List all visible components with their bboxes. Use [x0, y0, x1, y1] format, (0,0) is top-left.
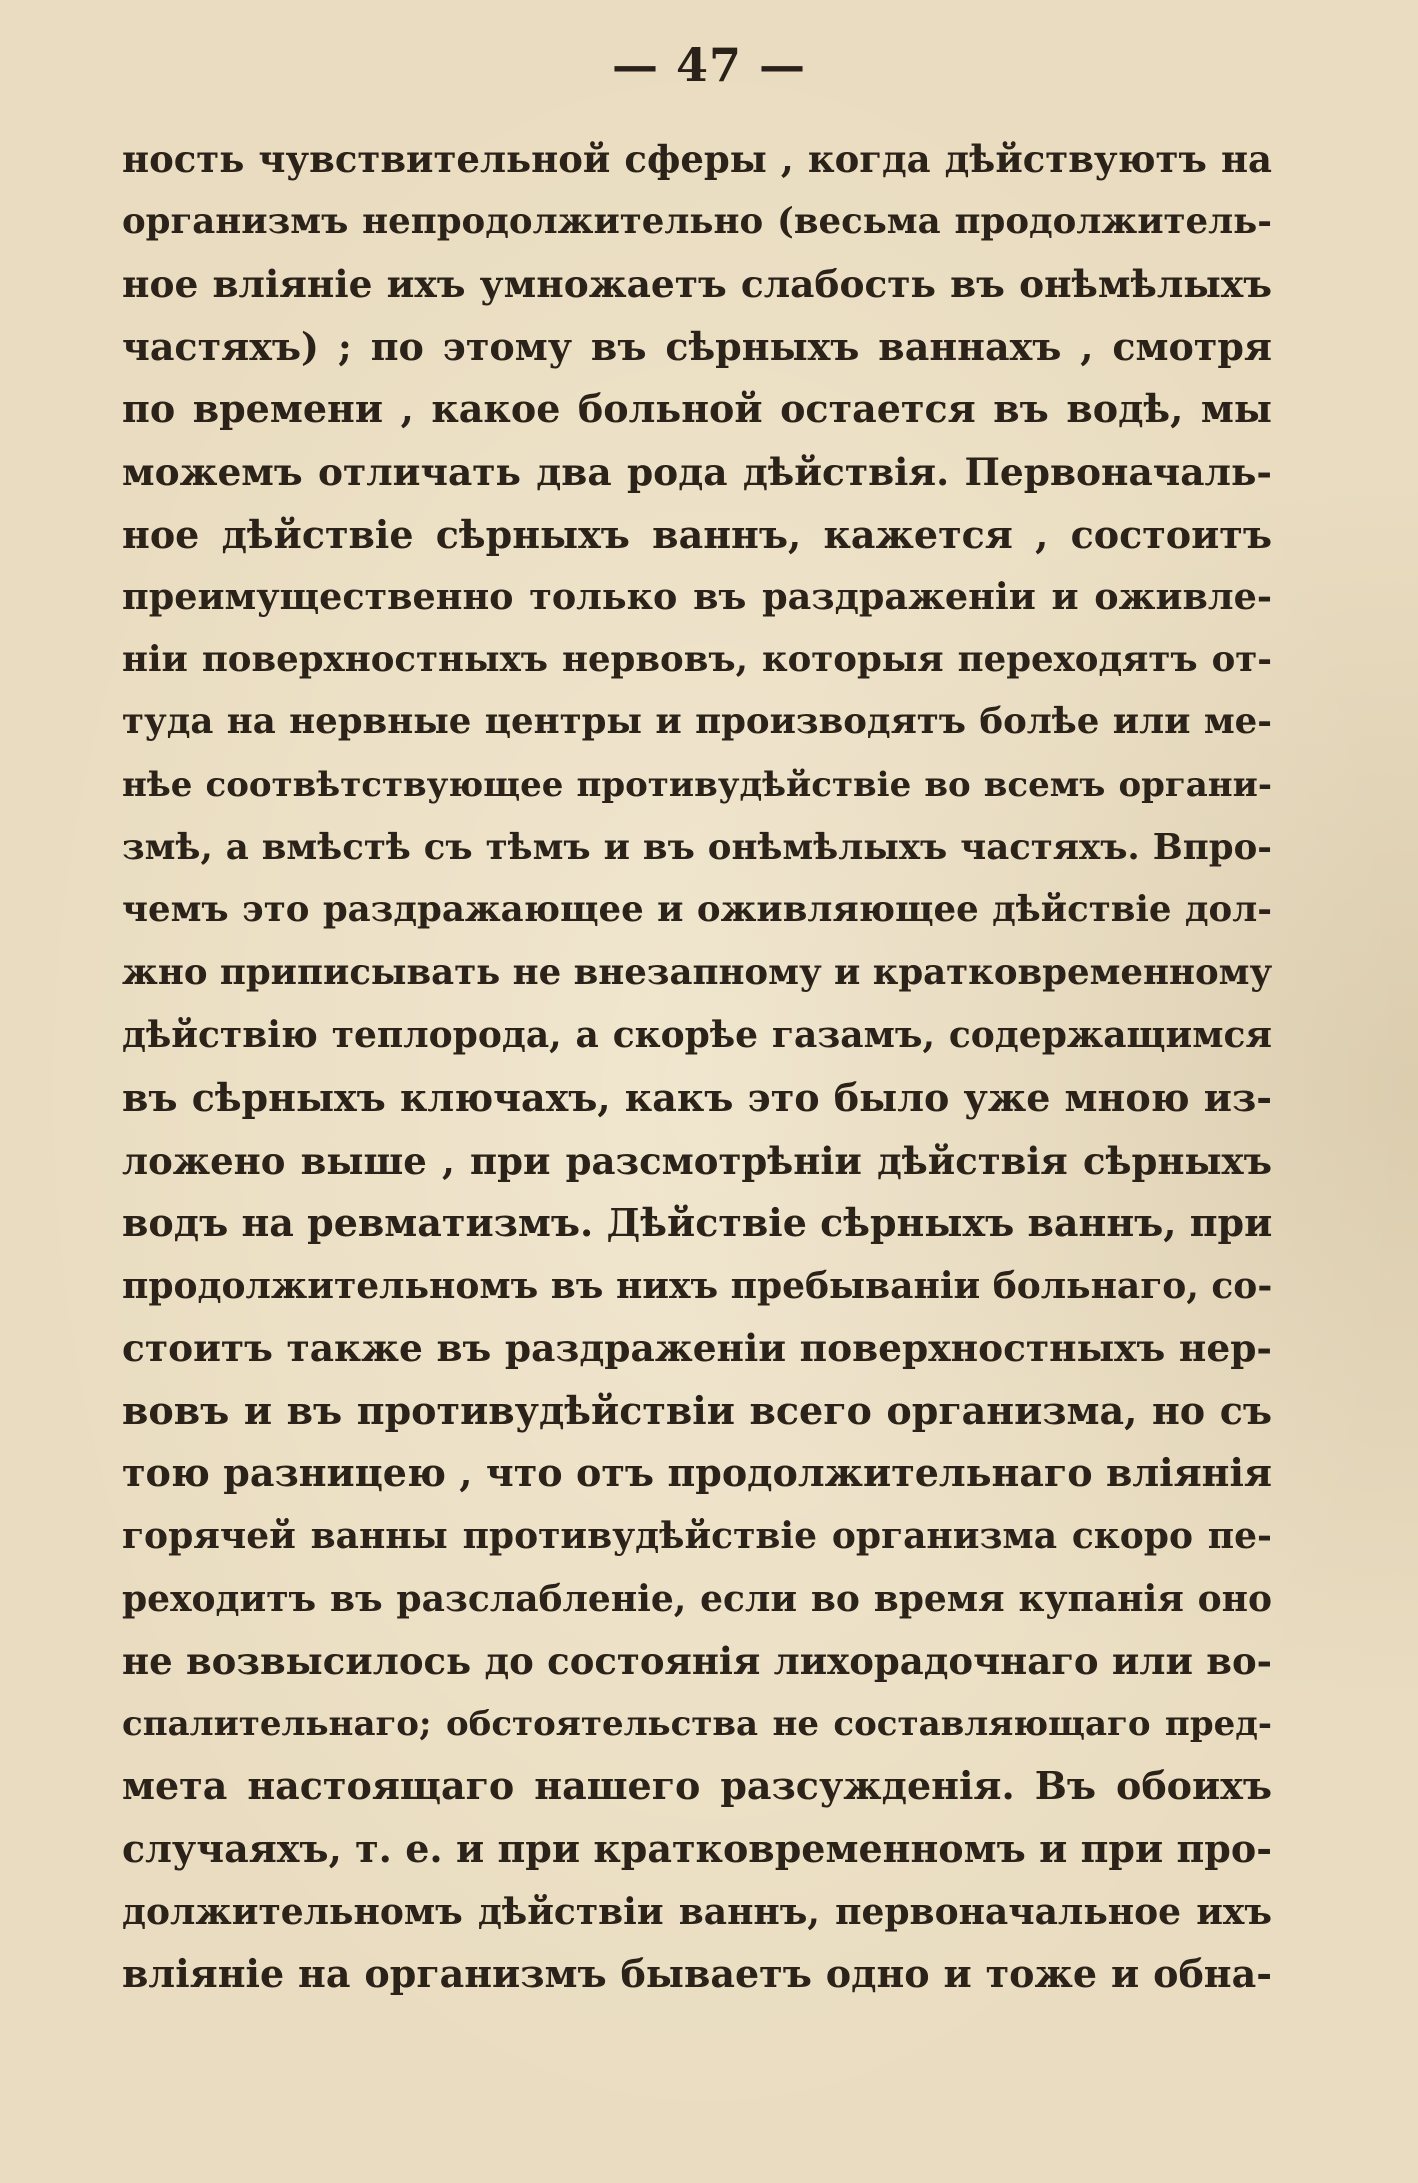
text-line: чемъ это раздражающее и оживляющее дѣйствіе дол-: [122, 889, 1272, 931]
text-line: преимущественно только въ раздраженіи и оживле-: [122, 575, 1272, 619]
text-line: спалительнаго; обстоятельства не составляющаго пред-: [122, 1703, 1272, 1744]
text-line: жно приписывать не внезапному и кратковременному: [122, 951, 1272, 993]
body-text: [122, 128, 1272, 2006]
text-line: змѣ, а вмѣстѣ съ тѣмъ и въ онѣмѣлыхъ частяхъ. Впро-: [122, 826, 1272, 868]
text-line: не возвысилось до состоянія лихорадочнаго или во-: [122, 1639, 1272, 1684]
text-line: вліяніе на организмъ бываетъ одно и тоже и обна-: [122, 1951, 1272, 1997]
text-line: можемъ отличать два рода дѣйствія. Первоначаль-: [122, 449, 1272, 494]
page-number: — 47 —: [611, 38, 807, 92]
text-line: ность чувствительной сферы , когда дѣйствуютъ на: [122, 137, 1272, 181]
text-line: мета настоящаго нашего разсужденія. Въ обоихъ: [122, 1763, 1272, 1809]
text-line: водъ на ревматизмъ. Дѣйствіе сѣрныхъ ваннъ, при: [122, 1200, 1272, 1246]
text-line: должительномъ дѣйствіи ваннъ, первоначальное ихъ: [122, 1890, 1272, 1933]
text-line: ніи поверхностныхъ нервовъ, которыя переходятъ от-: [122, 638, 1272, 680]
text-line: вовъ и въ противудѣйствіи всего организма, но съ: [122, 1387, 1272, 1433]
text-line: организмъ непродолжительно (весьма продолжитель-: [122, 200, 1272, 242]
text-line: горячей ванны противудѣйствіе организма скоро пе-: [122, 1515, 1272, 1558]
text-line: по времени , какое больной остается въ водѣ, мы: [122, 386, 1272, 432]
text-line: частяхъ) ; по этому въ сѣрныхъ ваннахъ , смотря: [122, 323, 1272, 369]
text-line: въ сѣрныхъ ключахъ, какъ это было уже мною из-: [122, 1074, 1272, 1120]
text-line: продолжительномъ въ нихъ пребываніи больнаго, со-: [122, 1264, 1272, 1307]
text-line: нѣе соотвѣтствующее противудѣйствіе во всемъ органи-: [122, 764, 1272, 805]
text-line: ное вліяніе ихъ умножаетъ слабость въ онѣмѣлыхъ: [122, 262, 1272, 307]
text-line: дѣйствію теплорода, а скорѣе газамъ, содержащимся: [122, 1014, 1272, 1057]
text-line: реходитъ въ разслабленіе, если во время купанія оно: [122, 1577, 1272, 1620]
text-line: случаяхъ, т. е. и при кратковременномъ и при про-: [122, 1826, 1272, 1872]
text-line: туда на нервные центры и производятъ болѣе или ме-: [122, 701, 1272, 743]
text-line: стоитъ также въ раздраженіи поверхностныхъ нер-: [122, 1326, 1272, 1371]
text-line: ное дѣйствіе сѣрныхъ ваннъ, кажется , состоитъ: [122, 511, 1272, 557]
text-line: тою разницею , что отъ продолжительнаго вліянія: [122, 1450, 1272, 1496]
text-line: ложено выше , при разсмотрѣніи дѣйствія сѣрныхъ: [122, 1138, 1272, 1183]
